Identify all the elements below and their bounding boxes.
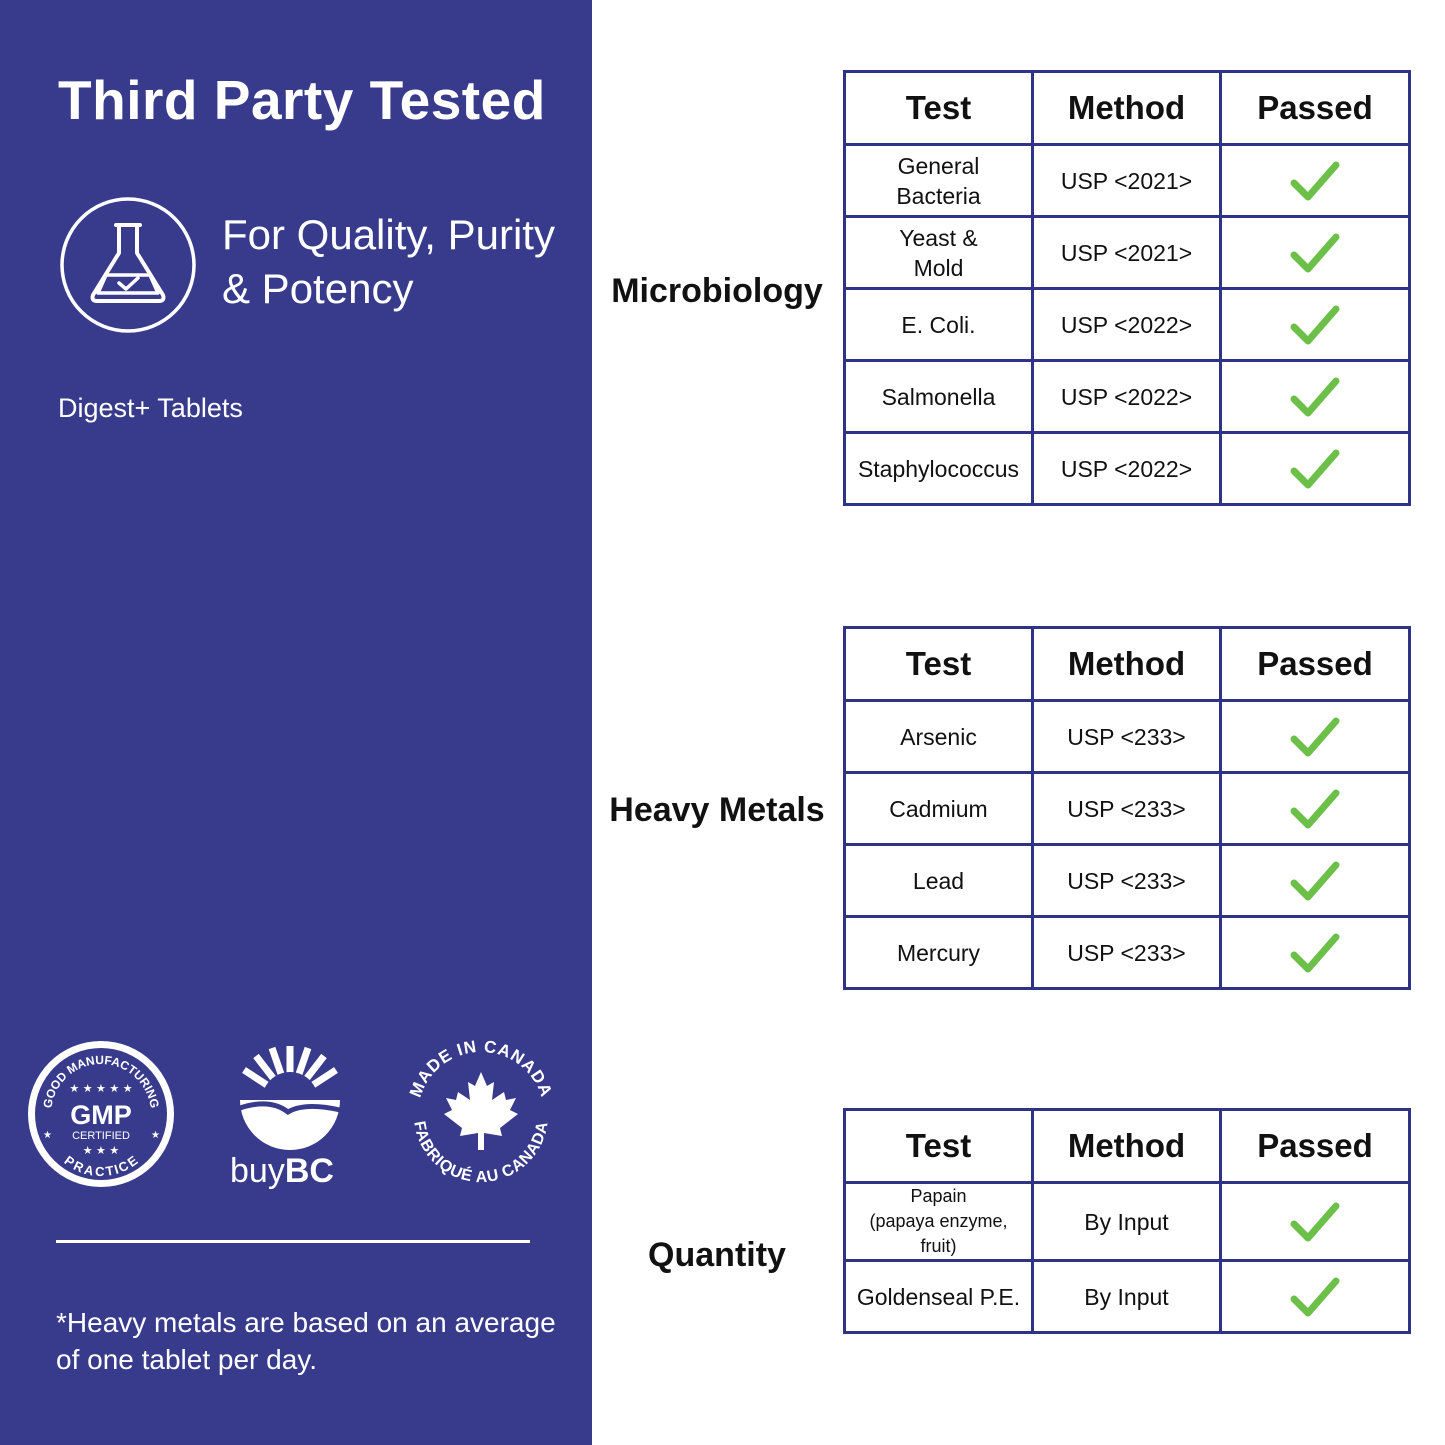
- quantity-table: [843, 1108, 1411, 1334]
- tagline-line-2: & Potency: [222, 265, 414, 312]
- section-label-quantity: Quantity: [648, 1236, 786, 1274]
- canada-bottom-text: FABRIQUÉ AU CANADA: [410, 1119, 552, 1187]
- passed-cell: [1221, 361, 1410, 433]
- passed-cell: [1221, 773, 1410, 845]
- microbiology-table: [843, 70, 1411, 506]
- test-name: Mercury: [845, 917, 1033, 989]
- test-name: Goldenseal P.E.: [845, 1261, 1033, 1333]
- test-method: USP <233>: [1033, 773, 1221, 845]
- table-row: [845, 217, 1410, 289]
- checkmark-icon: [1290, 715, 1340, 759]
- header-test: Test: [845, 628, 1033, 701]
- header-method: Method: [1033, 72, 1221, 145]
- section-label-microbiology: Microbiology: [611, 272, 823, 310]
- test-method: USP <2022>: [1033, 433, 1221, 505]
- made-in-canada-seal: [396, 1030, 566, 1200]
- test-method: USP <233>: [1033, 845, 1221, 917]
- table-row: [845, 289, 1410, 361]
- table-row: [845, 1261, 1410, 1333]
- flask-check-icon: [58, 195, 198, 335]
- header-test: Test: [845, 72, 1033, 145]
- header-method: Method: [1033, 628, 1221, 701]
- header-passed: Passed: [1221, 1110, 1410, 1183]
- passed-cell: [1221, 145, 1410, 217]
- buybc-light-text: buy: [230, 1152, 285, 1190]
- passed-cell: [1221, 217, 1410, 289]
- svg-text:buyBC: [230, 1152, 334, 1190]
- gmp-bottom-text: PRACTICE: [61, 1152, 141, 1180]
- table-row: [845, 773, 1410, 845]
- checkmark-icon: [1290, 375, 1340, 419]
- gmp-sub-text: CERTIFIED: [72, 1130, 130, 1142]
- passed-cell: [1221, 701, 1410, 773]
- test-name: Salmonella: [845, 361, 1033, 433]
- passed-cell: [1221, 1261, 1410, 1333]
- test-method: USP <2021>: [1033, 217, 1221, 289]
- footnote-line-2: of one tablet per day.: [56, 1344, 317, 1375]
- test-method: USP <233>: [1033, 701, 1221, 773]
- gmp-center-text: GMP: [70, 1100, 132, 1130]
- table-row: [845, 145, 1410, 217]
- test-method: USP <233>: [1033, 917, 1221, 989]
- product-name: Digest+ Tablets: [58, 393, 243, 423]
- test-method: USP <2022>: [1033, 361, 1221, 433]
- test-method: USP <2021>: [1033, 145, 1221, 217]
- table-row: [845, 845, 1410, 917]
- test-name: General Bacteria: [845, 145, 1033, 217]
- passed-cell: [1221, 289, 1410, 361]
- header-passed: Passed: [1221, 72, 1410, 145]
- tagline: [222, 208, 555, 316]
- passed-cell: [1221, 917, 1410, 989]
- buybc-logo: [230, 1040, 350, 1190]
- svg-text:★: ★: [43, 1130, 52, 1141]
- header-test: Test: [845, 1110, 1033, 1183]
- table-row: [845, 1183, 1410, 1261]
- passed-cell: [1221, 845, 1410, 917]
- checkmark-icon: [1290, 159, 1340, 203]
- checkmark-icon: [1290, 303, 1340, 347]
- test-name: Papain (papaya enzyme, fruit): [845, 1183, 1033, 1261]
- left-panel: [0, 0, 592, 1445]
- svg-text:★: ★: [151, 1130, 160, 1141]
- passed-cell: [1221, 433, 1410, 505]
- checkmark-icon: [1290, 1200, 1340, 1244]
- test-name: Yeast & Mold: [845, 217, 1033, 289]
- gmp-top-text: GOOD MANUFACTURING: [40, 1052, 162, 1110]
- table-row: [845, 361, 1410, 433]
- tagline-line-1: For Quality, Purity: [222, 211, 555, 258]
- divider: [56, 1240, 530, 1243]
- test-name: Arsenic: [845, 701, 1033, 773]
- canada-top-text: MADE IN CANADA: [405, 1036, 557, 1100]
- checkmark-icon: [1290, 859, 1340, 903]
- test-method: By Input: [1033, 1183, 1221, 1261]
- svg-text:★ ★ ★: ★ ★ ★: [82, 1144, 120, 1157]
- buybc-bold-text: BC: [284, 1152, 334, 1190]
- section-label-heavy-metals: Heavy Metals: [609, 791, 825, 829]
- header-method: Method: [1033, 1110, 1221, 1183]
- table-header-row: [845, 628, 1410, 701]
- gmp-certified-seal: [25, 1038, 177, 1190]
- footnote: [56, 1304, 556, 1378]
- test-name: Cadmium: [845, 773, 1033, 845]
- checkmark-icon: [1290, 447, 1340, 491]
- table-row: [845, 701, 1410, 773]
- passed-cell: [1221, 1183, 1410, 1261]
- test-name: E. Coli.: [845, 289, 1033, 361]
- checkmark-icon: [1290, 1275, 1340, 1319]
- footnote-line-1: *Heavy metals are based on an average: [56, 1307, 556, 1338]
- checkmark-icon: [1290, 931, 1340, 975]
- table-row: [845, 917, 1410, 989]
- test-method: USP <2022>: [1033, 289, 1221, 361]
- test-name: Lead: [845, 845, 1033, 917]
- header-passed: Passed: [1221, 628, 1410, 701]
- svg-text:★ ★ ★ ★ ★: ★ ★ ★ ★ ★: [69, 1082, 133, 1095]
- table-header-row: [845, 1110, 1410, 1183]
- test-name: Staphylococcus: [845, 433, 1033, 505]
- page-title: Third Party Tested: [58, 69, 546, 131]
- table-header-row: [845, 72, 1410, 145]
- table-row: [845, 433, 1410, 505]
- checkmark-icon: [1290, 787, 1340, 831]
- heavy-metals-table: [843, 626, 1411, 990]
- test-method: By Input: [1033, 1261, 1221, 1333]
- checkmark-icon: [1290, 231, 1340, 275]
